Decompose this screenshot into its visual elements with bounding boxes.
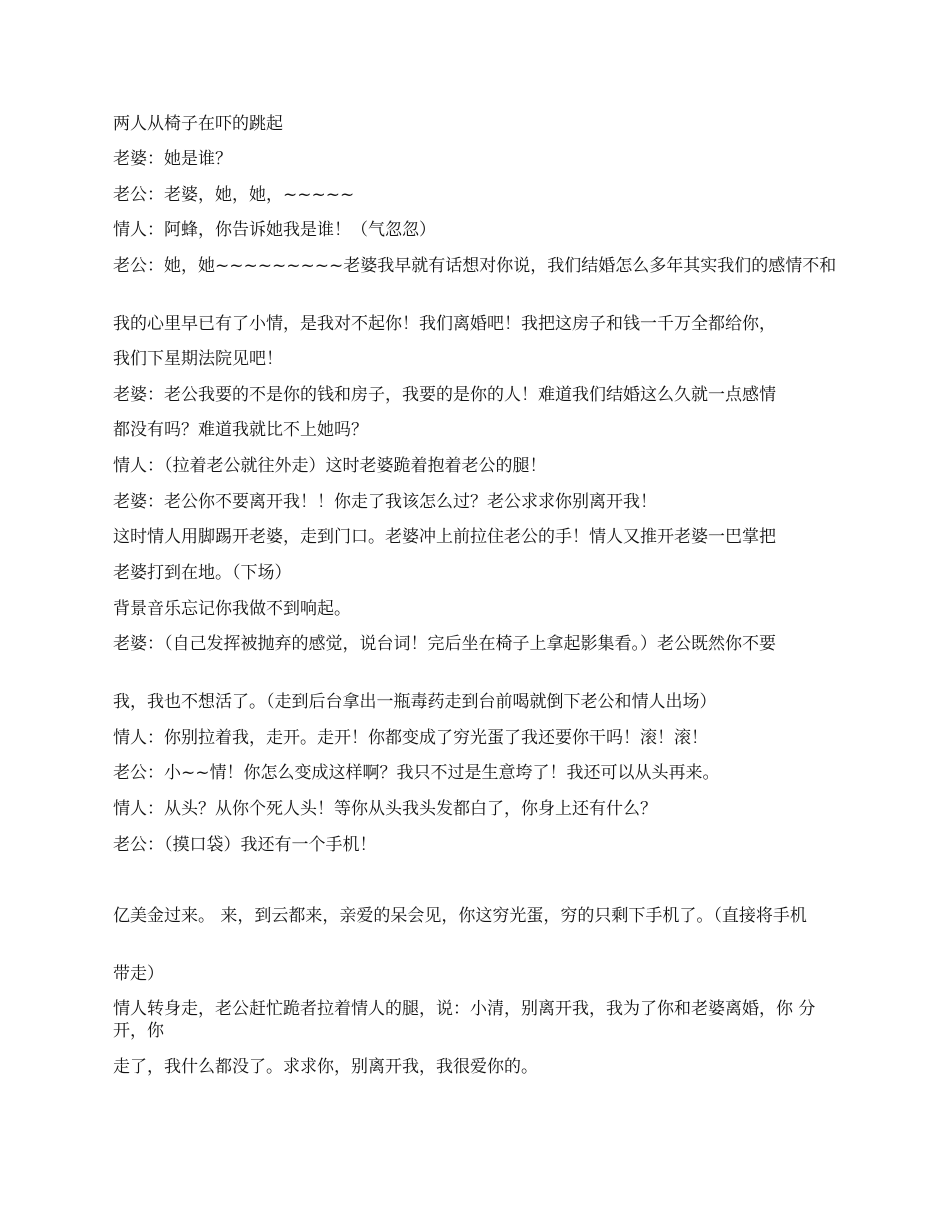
text-line: 老婆：（自己发挥被抛弃的感觉，说台词！完后坐在椅子上拿起影集看。）老公既然你不要 — [113, 634, 776, 654]
text-line: 情人：你别拉着我，走开。走开！你都变成了穷光蛋了我还要你干吗！滚！滚！ — [113, 728, 708, 748]
text-line: 走了，我什么都没了。求求你，别离开我，我很爱你的。 — [113, 1057, 538, 1077]
text-line: 情人：（拉着老公就往外走）这时老婆跪着抱着老公的腿！ — [113, 456, 547, 476]
text-line: 老婆打到在地。（下场） — [113, 563, 292, 583]
text-line: 亿美金过来。 来，到云都来，亲爱的呆会见，你这穷光蛋，穷的只剩下手机了。（直接将手机 — [113, 906, 807, 926]
text-line: 老婆：老公我要的不是你的钱和房子，我要的是你的人！难道我们结婚这么久就一点感情 — [113, 385, 776, 405]
text-line: 都没有吗？难道我就比不上她吗？ — [113, 420, 368, 440]
text-line: 带走） — [113, 964, 164, 984]
text-line: 我们下星期法院见吧！ — [113, 349, 283, 369]
text-line: 情人：阿蜂，你告诉她我是谁！（气忽忽） — [113, 220, 436, 240]
text-line: 老公：（摸口袋）我还有一个手机！ — [113, 835, 377, 855]
text-line: 两人从椅子在吓的跳起 — [113, 114, 283, 134]
text-line: 我的心里早已有了小情，是我对不起你！我们离婚吧！我把这房子和钱一千万全都给你， — [113, 314, 776, 334]
text-line: 老婆：她是谁？ — [113, 149, 232, 169]
text-line: 老公：她，她~~~~~~~~~老婆我早就有话想对你说，我们结婚怎么多年其实我们的感情不和 — [113, 256, 837, 276]
text-line: 这时情人用脚踢开老婆，走到门口。老婆冲上前拉住老公的手！情人又推开老婆一巴掌把 — [113, 527, 776, 547]
text-line: 老公：老婆，她，她，~~~~~ — [113, 185, 355, 205]
text-line: 情人转身走，老公赶忙跪者拉着情人的腿，说：小清，别离开我，我为了你和老婆离婚，你 分开，你 — [113, 999, 816, 1041]
text-line: 老公：小~~情！你怎么变成这样啊？我只不过是生意垮了！我还可以从头再来。 — [113, 763, 720, 783]
text-line: 背景音乐忘记你我做不到响起。 — [113, 599, 351, 619]
text-line: 情人：从头？从你个死人头！等你从头我头发都白了，你身上还有什么？ — [113, 799, 657, 819]
text-line: 我，我也不想活了。（走到后台拿出一瓶毒药走到台前喝就倒下老公和情人出场） — [113, 692, 717, 712]
text-line: 老婆：老公你不要离开我！！你走了我该怎么过？老公求求你别离开我！ — [113, 492, 657, 512]
